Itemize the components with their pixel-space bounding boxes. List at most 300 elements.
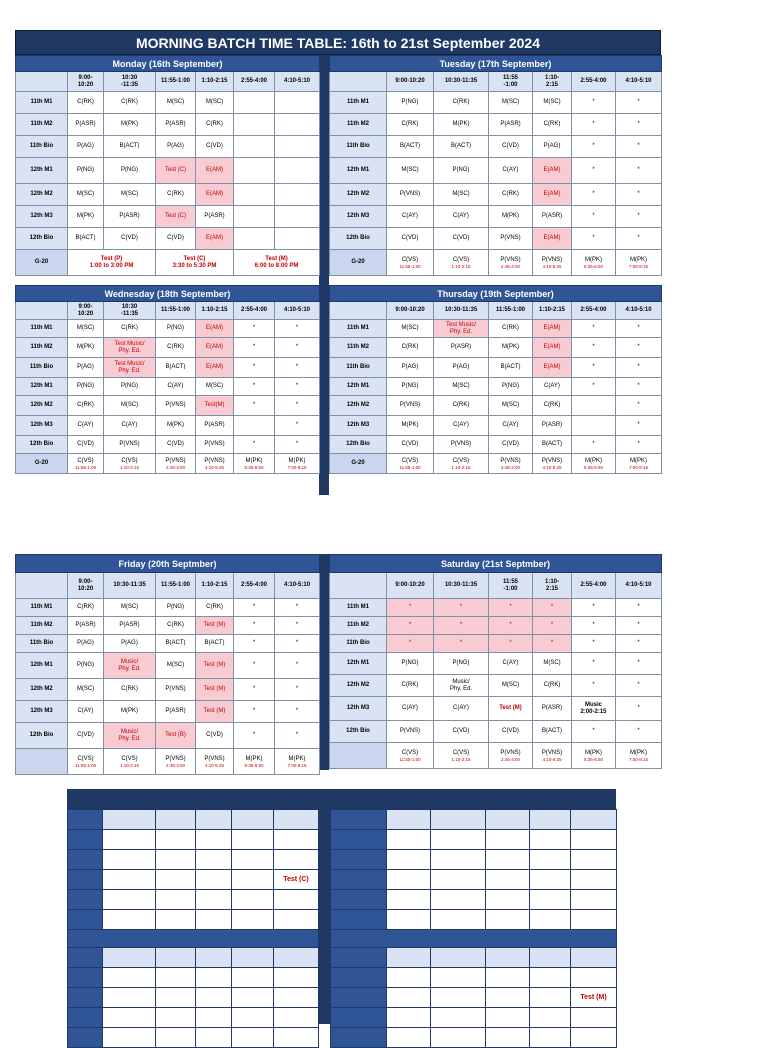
- cell-text: P(ASR): [165, 121, 186, 127]
- class-label: [16, 338, 68, 358]
- period-cell: [156, 320, 196, 338]
- g20-subject: P(VNS): [204, 755, 225, 762]
- blank-cell: [156, 948, 196, 968]
- header-text: 10:30-11:35: [444, 582, 478, 588]
- blank-day-bar: [331, 930, 617, 948]
- class-label: [16, 228, 68, 250]
- blank-cell: [274, 890, 319, 910]
- cell-text: 11th Bio: [346, 143, 370, 149]
- table-row: [330, 675, 662, 697]
- blank-cell: [571, 890, 617, 910]
- period-cell: [387, 206, 434, 228]
- cell-text: E(AM): [206, 364, 223, 370]
- cell-text: *: [459, 622, 463, 628]
- period-cell: [104, 136, 156, 158]
- cell-text: *: [637, 441, 640, 447]
- blank-cell: [387, 810, 431, 830]
- table-row: [16, 338, 320, 358]
- period-cell: [489, 320, 533, 338]
- period-cell: [489, 206, 533, 228]
- cell-text: *: [295, 604, 299, 610]
- blank-cell: [274, 948, 319, 968]
- period-cell: [196, 416, 234, 436]
- cell-text: *: [637, 728, 640, 734]
- header-text: 1:10-2:15: [201, 307, 228, 313]
- time-slot-header: [68, 302, 104, 320]
- blank-cell: [196, 810, 232, 830]
- period-cell: [156, 396, 196, 416]
- g20-cell: [434, 454, 489, 474]
- class-label: [330, 416, 387, 436]
- period-cell: [275, 358, 320, 378]
- period-cell: [234, 206, 275, 228]
- blank-cell: [232, 910, 274, 930]
- cell-text: P(ASR): [75, 121, 96, 127]
- g20-subject: M(PK): [630, 749, 647, 756]
- cell-text: Phy. Ed.: [449, 685, 473, 692]
- class-label: [16, 617, 68, 635]
- class-label: [330, 320, 387, 338]
- class-label: [16, 436, 68, 454]
- cell-text: C(VD): [502, 441, 519, 447]
- blank-cell: [156, 830, 196, 850]
- period-cell: [616, 396, 662, 416]
- blank-cell: [571, 850, 617, 870]
- time-slot-header: [104, 302, 156, 320]
- cell-text: C(AY): [402, 705, 418, 711]
- cell-text: E(AM): [543, 235, 561, 241]
- period-cell: [533, 436, 572, 454]
- cell-text: E(AM): [206, 191, 223, 197]
- g20-subject: C(VS): [401, 457, 419, 464]
- blank-row: [68, 948, 319, 968]
- blank-cell: [486, 870, 530, 890]
- period-cell: [434, 635, 489, 653]
- period-cell: [275, 378, 320, 396]
- g20-time: 7:00-8:15: [287, 762, 307, 768]
- period-cell: [275, 396, 320, 416]
- cell-text: *: [295, 344, 299, 350]
- header-text: 4:10-5:10: [625, 78, 652, 84]
- cell-text: 12th Bio: [29, 235, 54, 241]
- g20-label: G-20: [16, 454, 68, 474]
- period-cell: [275, 653, 320, 679]
- period-cell: [434, 653, 489, 675]
- cell-text: *: [637, 705, 640, 711]
- period-cell: [489, 635, 533, 653]
- blank-cell: [232, 890, 274, 910]
- period-cell: [68, 701, 104, 723]
- period-cell: [387, 158, 434, 184]
- cell-text: C(RK): [167, 344, 184, 350]
- cell-text: *: [637, 383, 640, 389]
- g20-subject: M(PK): [288, 457, 306, 464]
- g20-time: 5:35-6:50: [583, 756, 603, 762]
- time-slot-header: [434, 573, 489, 599]
- cell-text: M(SC): [205, 99, 224, 105]
- blank-cell: [431, 910, 486, 930]
- blank-cell: [431, 968, 486, 988]
- blank-cell: [530, 1008, 571, 1028]
- header-text: 4:10-5:10: [625, 307, 652, 313]
- cell-text: C(AY): [453, 213, 469, 219]
- period-cell: [196, 653, 234, 679]
- day-header-row: [16, 56, 320, 72]
- cell-text: E(AM): [543, 325, 561, 331]
- blank-cell: [387, 850, 431, 870]
- g20-cell: [104, 454, 156, 474]
- class-label: [330, 599, 387, 617]
- cell-text: *: [637, 402, 640, 408]
- cell-text: C(AY): [453, 422, 469, 428]
- period-cell: [572, 338, 616, 358]
- period-cell: [68, 436, 104, 454]
- period-cell: [533, 721, 572, 743]
- blank-cell: [331, 968, 387, 988]
- period-cell: [196, 617, 234, 635]
- period-cell: [489, 599, 533, 617]
- header-text: 9:00-10:20: [395, 307, 425, 313]
- period-cell: [234, 378, 275, 396]
- blank-cell: [486, 1008, 530, 1028]
- period-cell: [68, 228, 104, 250]
- class-label: [330, 635, 387, 653]
- period-cell: [234, 436, 275, 454]
- period-cell: [196, 599, 234, 617]
- blank-row: [68, 830, 319, 850]
- cell-text: Test (M): [499, 705, 522, 711]
- period-cell: [196, 723, 234, 749]
- g20-cell: [489, 743, 533, 769]
- g20-subject: C(VS): [121, 457, 138, 464]
- day-title: Monday (16th September): [16, 56, 320, 72]
- cell-text: 12th M3: [346, 213, 370, 219]
- period-cell: [533, 206, 572, 228]
- g20-subject: Test (C): [183, 255, 206, 262]
- period-cell: [275, 599, 320, 617]
- period-cell: [104, 206, 156, 228]
- header-text: 4:10-5:10: [284, 78, 311, 84]
- cell-text: C(RK): [401, 121, 419, 127]
- period-cell: [434, 675, 489, 697]
- cell-text: *: [550, 622, 554, 628]
- class-label: [330, 114, 387, 136]
- period-cell: [489, 338, 533, 358]
- cell-text: P(NG): [121, 167, 138, 173]
- period-cell: [533, 617, 572, 635]
- cell-text: E(AM): [543, 364, 561, 370]
- table-row: [330, 358, 662, 378]
- period-cell: [234, 416, 275, 436]
- cell-text: P(VNS): [165, 402, 186, 408]
- period-cell: [572, 114, 616, 136]
- cell-text: C(AY): [502, 167, 519, 173]
- cell-text: *: [252, 662, 256, 668]
- period-cell: [234, 114, 275, 136]
- cell-text: C(AY): [121, 422, 138, 428]
- period-cell: [234, 338, 275, 358]
- period-cell: [275, 228, 320, 250]
- g20-row: [16, 454, 320, 474]
- class-label: [16, 679, 68, 701]
- class-label: [330, 206, 387, 228]
- g20-subject: P(VNS): [500, 256, 521, 263]
- cell-text: *: [637, 660, 640, 666]
- period-cell: [104, 228, 156, 250]
- blank-cell: [530, 810, 571, 830]
- header-text: 11:55-1:00: [160, 78, 191, 84]
- blank-cell: [331, 810, 387, 830]
- blank-cell: [274, 988, 319, 1008]
- time-slot-header: [196, 302, 234, 320]
- cell-text: E(AM): [206, 344, 223, 350]
- table-row: [330, 228, 662, 250]
- header-text: 9:00-: [78, 578, 93, 585]
- cell-text: P(NG): [401, 660, 419, 666]
- blank-cell: [387, 968, 431, 988]
- wednesday-table: [15, 285, 320, 474]
- cell-text: C(VD): [206, 143, 223, 149]
- blank-cell: [530, 948, 571, 968]
- period-cell: [196, 679, 234, 701]
- cell-text: 11th M2: [346, 622, 369, 628]
- period-cell: [156, 338, 196, 358]
- class-label: [16, 635, 68, 653]
- period-cell: [489, 184, 533, 206]
- period-cell: [572, 721, 616, 743]
- period-cell: [616, 228, 662, 250]
- time-slot-header: [533, 72, 572, 92]
- blank-cell: [232, 988, 274, 1008]
- time-slot-header: [275, 72, 320, 92]
- header-text: 1:10-2:15: [201, 582, 228, 588]
- period-cell: [104, 653, 156, 679]
- blank-cell: [486, 830, 530, 850]
- table-row: [330, 396, 662, 416]
- cell-text: *: [252, 604, 256, 610]
- period-cell: [387, 320, 434, 338]
- cell-text: C(VD): [401, 441, 419, 447]
- period-cell: [533, 136, 572, 158]
- cell-text: *: [637, 682, 640, 688]
- blank-row: [68, 930, 319, 948]
- cell-text: M(SC): [543, 660, 561, 666]
- cell-text: C(RK): [77, 604, 94, 610]
- period-cell: [196, 701, 234, 723]
- cell-text: P(NG): [77, 383, 94, 389]
- period-cell: [489, 653, 533, 675]
- g20-cell: [196, 749, 234, 775]
- period-cell: [196, 378, 234, 396]
- header-text: 10:30: [121, 303, 138, 310]
- g20-cell: [275, 454, 320, 474]
- cell-text: *: [252, 325, 256, 331]
- cell-text: *: [295, 422, 299, 428]
- cell-text: 11th M1: [30, 325, 53, 331]
- period-cell: [616, 599, 662, 617]
- cell-text: *: [592, 235, 595, 241]
- g20-subject: M(PK): [630, 457, 648, 464]
- cell-text: C(RK): [543, 402, 561, 408]
- cell-text: 12th M2: [346, 402, 370, 408]
- cell-text: B(ACT): [165, 640, 186, 646]
- day-title: Friday (20th Septmber): [16, 555, 320, 573]
- header-text: 1:10-: [544, 578, 559, 585]
- period-cell: [434, 416, 489, 436]
- period-cell: [387, 338, 434, 358]
- blank-table-right: [330, 809, 617, 1048]
- cell-text: Music/: [120, 658, 139, 665]
- cell-text: M(PK): [502, 344, 519, 350]
- period-cell: [104, 184, 156, 206]
- cell-text: 12th Bio: [346, 728, 370, 734]
- period-cell: [434, 338, 489, 358]
- header-text: 2:55-4:00: [240, 307, 267, 313]
- cell-text: B(ACT): [119, 143, 140, 149]
- g20-label: [330, 743, 387, 769]
- period-cell: [104, 436, 156, 454]
- cell-text: C(RK): [452, 402, 470, 408]
- g20-time: 7:00-8:15: [629, 464, 649, 470]
- day-title: Wednesday (18th September): [16, 286, 320, 302]
- class-label: [16, 92, 68, 114]
- cell-text: *: [592, 344, 595, 350]
- period-cell: [616, 358, 662, 378]
- g20-row: [16, 250, 320, 276]
- blank-cell: [387, 948, 431, 968]
- period-cell: [196, 338, 234, 358]
- cell-text: *: [295, 686, 299, 692]
- blank-cell: [156, 968, 196, 988]
- cell-text: 12th M2: [346, 191, 370, 197]
- cell-text: E(AM): [543, 167, 561, 173]
- cell-text: C(RK): [121, 99, 138, 105]
- g20-cell: [616, 250, 662, 276]
- cell-text: M(SC): [501, 99, 520, 105]
- blank-cell: [387, 890, 431, 910]
- blank-cell: [431, 1028, 486, 1048]
- header-text: 1:10-2:15: [538, 307, 565, 313]
- period-cell: [387, 228, 434, 250]
- period-cell: [234, 617, 275, 635]
- time-slot-header: [68, 72, 104, 92]
- time-header-row: [330, 573, 662, 599]
- cell-text: C(RK): [502, 325, 519, 331]
- cell-text: *: [592, 682, 595, 688]
- cell-text: P(NG): [452, 167, 470, 173]
- period-cell: [572, 136, 616, 158]
- period-cell: [616, 721, 662, 743]
- header-text: 11:55-1:00: [495, 307, 526, 313]
- period-cell: [387, 358, 434, 378]
- cell-text: *: [252, 383, 256, 389]
- g20-row: [16, 749, 320, 775]
- blank-cell: [387, 1008, 431, 1028]
- cell-text: C(AY): [402, 213, 418, 219]
- cell-text: P(ASR): [450, 344, 472, 350]
- period-cell: [68, 184, 104, 206]
- cell-text: P(NG): [77, 167, 94, 173]
- cell-text: M(SC): [120, 191, 139, 197]
- period-cell: [572, 635, 616, 653]
- period-cell: [68, 136, 104, 158]
- cell-text: 12th M2: [30, 686, 53, 692]
- blank-divider: [318, 809, 330, 1024]
- cell-text: 11th Bio: [29, 640, 54, 646]
- cell-text: M(PK): [167, 422, 184, 428]
- period-cell: [387, 136, 434, 158]
- period-cell: [275, 338, 320, 358]
- cell-text: M(SC): [501, 402, 520, 408]
- blank-cell: [68, 830, 103, 850]
- day-header-row: [330, 56, 662, 72]
- cell-text: P(ASR): [75, 622, 96, 628]
- blank-cell: [387, 870, 431, 890]
- cell-text: 12th M1: [346, 383, 370, 389]
- g20-cell: [572, 454, 616, 474]
- period-cell: [68, 114, 104, 136]
- cell-text: *: [592, 143, 595, 149]
- period-cell: [234, 396, 275, 416]
- period-cell: [104, 635, 156, 653]
- table-row: [330, 635, 662, 653]
- cell-text: *: [295, 708, 299, 714]
- period-cell: [616, 635, 662, 653]
- cell-text: P(NG): [401, 383, 419, 389]
- blank-row: [331, 910, 617, 930]
- cell-text: P(AG): [121, 640, 138, 646]
- period-cell: [572, 228, 616, 250]
- cell-text: *: [252, 622, 256, 628]
- period-cell: [387, 721, 434, 743]
- cell-text: P(AG): [401, 364, 419, 370]
- period-cell: [104, 599, 156, 617]
- period-cell: [572, 92, 616, 114]
- blank-cell: [68, 1008, 103, 1028]
- period-cell: [387, 635, 434, 653]
- cell-text: C(AY): [502, 422, 519, 428]
- table-row: [16, 184, 320, 206]
- period-cell: [156, 92, 196, 114]
- blank-cell: [196, 1008, 232, 1028]
- period-cell: [616, 675, 662, 697]
- period-cell: [68, 206, 104, 228]
- cell-text: C(AY): [453, 705, 469, 711]
- period-cell: [234, 320, 275, 338]
- time-slot-header: [68, 573, 104, 599]
- period-cell: [68, 396, 104, 416]
- table-row: [330, 378, 662, 396]
- cell-text: C(AY): [77, 422, 94, 428]
- blank-cell: [196, 1028, 232, 1048]
- period-cell: [234, 679, 275, 701]
- class-label: [16, 701, 68, 723]
- table-row: [330, 599, 662, 617]
- period-cell: [572, 653, 616, 675]
- period-cell: [68, 320, 104, 338]
- blank-cell: [331, 870, 387, 890]
- cell-text: M(SC): [452, 191, 470, 197]
- blank-cell: [331, 1008, 387, 1028]
- cell-text: *: [637, 344, 640, 350]
- cell-text: 12th M3: [30, 213, 53, 219]
- header-text: 2:15: [545, 81, 558, 88]
- period-cell: [156, 114, 196, 136]
- blank-cell: [103, 1008, 156, 1028]
- period-cell: [68, 599, 104, 617]
- header-text: 1:10-: [544, 74, 559, 81]
- blank-row: [68, 850, 319, 870]
